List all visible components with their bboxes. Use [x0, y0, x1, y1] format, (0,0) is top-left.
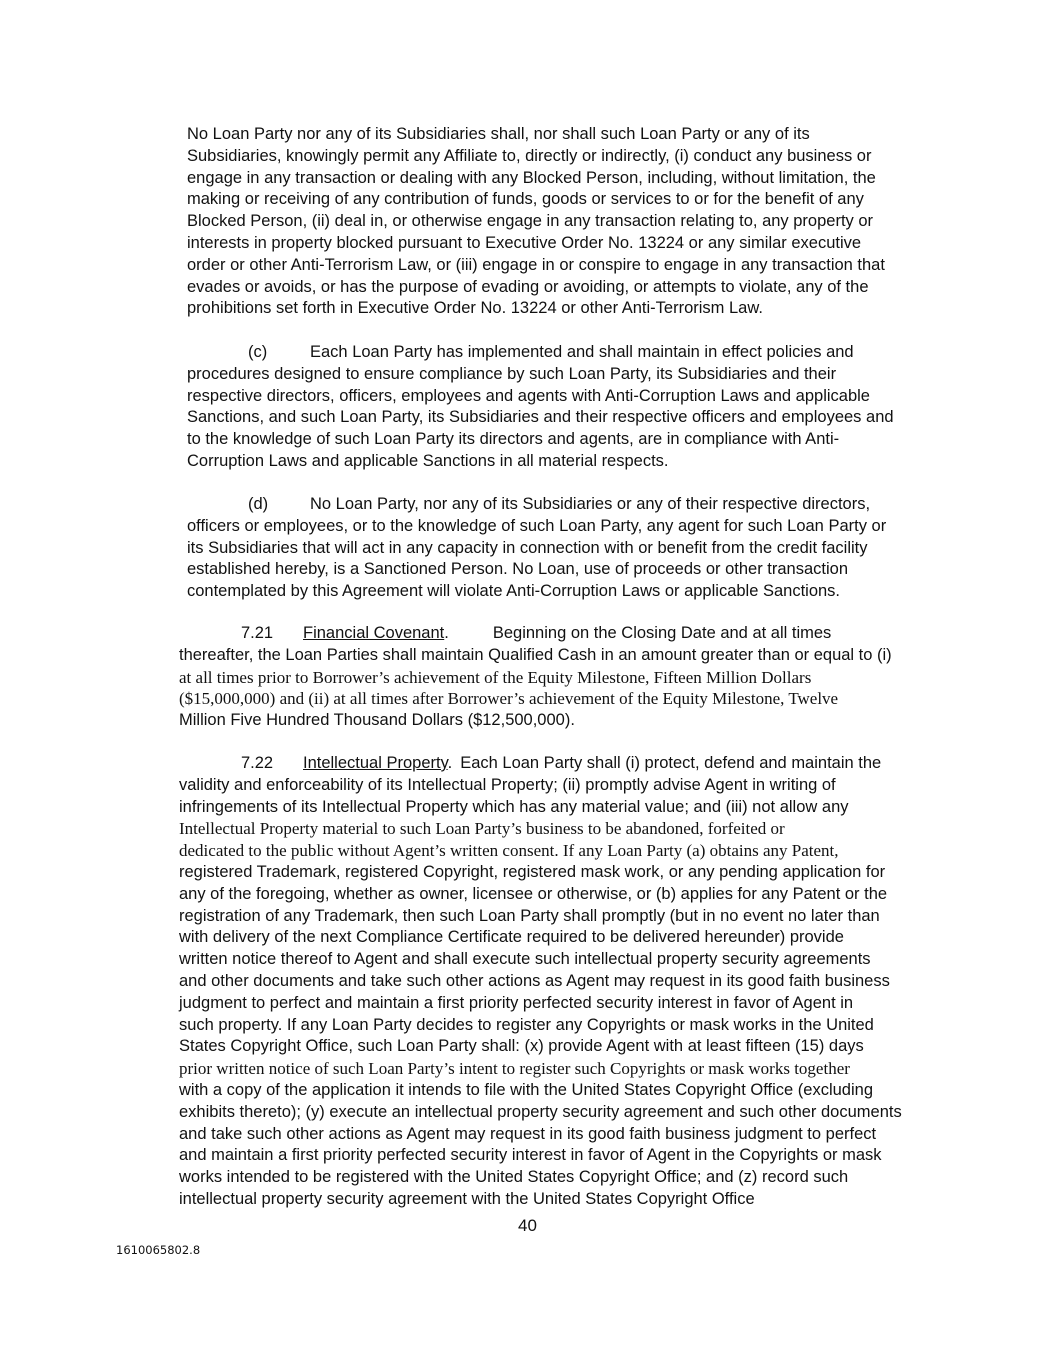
text-line: registered Trademark, registered Copyright, registered mask work, or any pending application for — [179, 862, 886, 881]
paragraph-c — [187, 342, 894, 473]
text-segment: Beginning on the Closing Date and at all times — [492, 624, 832, 642]
section-number: 7.21 — [241, 624, 274, 642]
text-line: intellectual property security agreement with the United States Copyright Office — [179, 1189, 755, 1208]
text-line: established hereby, is a Sanctioned Person. No Loan, use of proceeds or other transaction — [187, 560, 849, 579]
text-line — [187, 494, 886, 516]
text-line — [179, 623, 892, 645]
text-line: making or receiving of any contribution of funds, goods or services to or for the benefit of any — [187, 190, 864, 209]
text-line: works intended to be registered with the United States Copyright Office; and (z) record such — [179, 1168, 849, 1187]
text-line: ($15,000,000) and (ii) at all times after Borrower’s achievement of the Equity Milestone, Twelve — [179, 689, 839, 709]
text-line: exhibits thereto); (y) execute an intellectual property security agreement and such other documents — [179, 1102, 902, 1121]
text-line: Million Five Hundred Thousand Dollars ($12,500,000). — [179, 711, 575, 730]
text-line: thereafter, the Loan Parties shall maintain Qualified Cash in an amount greater than or equal to (i) — [179, 645, 892, 664]
text-line: at all times prior to Borrower’s achievement of the Equity Milestone, Fifteen Million Dollars — [179, 667, 812, 687]
text-line: Subsidiaries, knowingly permit any Affiliate to, directly or indirectly, (i) conduct any business or — [187, 146, 872, 165]
heading-period: . — [444, 624, 449, 642]
text-line: infringements of its Intellectual Property which has any material value; and (iii) not allow any — [179, 797, 849, 816]
heading-period: . — [447, 754, 453, 772]
section-7-21 — [179, 623, 892, 732]
text-line: Sanctions, and such Loan Party, its Subsidiaries and their respective officers and employees and — [187, 408, 894, 427]
text-line: such property. If any Loan Party decides to register any Copyrights or mask works in the United — [179, 1015, 874, 1034]
text-line: procedures designed to ensure compliance by such Loan Party, its Subsidiaries and their — [187, 364, 837, 383]
text-segment: Each Loan Party has implemented and shall maintain in effect policies and — [310, 343, 854, 361]
text-line: interests in property blocked pursuant to Executive Order No. 13224 or any similar executive — [187, 233, 862, 252]
text-line: written notice thereof to Agent and shall execute such intellectual property security agreements — [179, 950, 871, 969]
text-line: evades or avoids, or has the purpose of evading or avoiding, or attempts to violate, any of the — [187, 277, 869, 296]
text-line: contemplated by this Agreement will violate Anti-Corruption Laws or applicable Sanctions. — [187, 582, 841, 601]
text-line: dedicated to the public without Agent’s written consent. If any Loan Party (a) obtains any Patent, — [179, 841, 839, 861]
document-id: 1610065802.8 — [116, 1243, 201, 1257]
paragraph-blocked-person — [187, 124, 885, 320]
clause-marker: (d) — [248, 495, 269, 513]
text-segment: Each Loan Party shall (i) protect, defend and maintain the — [460, 754, 882, 772]
text-line: any of the foregoing, whether as owner, licensee or otherwise, or (b) applies for any Patent or the — [179, 884, 888, 903]
text-line: its Subsidiaries that will act in any capacity in connection with or benefit from the credit facility — [187, 538, 868, 557]
text-line: and take such other actions as Agent may request in its good faith business judgment to perfect — [179, 1124, 877, 1143]
text-line: order or other Anti-Terrorism Law, or (iii) engage in or conspire to engage in any transaction that — [187, 255, 885, 274]
text-segment: No Loan Party, nor any of its Subsidiaries or any of their respective directors, — [310, 495, 871, 513]
section-7-22-body — [179, 775, 902, 1211]
text-line: Corruption Laws and applicable Sanctions in all material respects. — [187, 451, 669, 470]
page-number: 40 — [518, 1216, 537, 1235]
text-line: officers or employees, or to the knowledge of such Loan Party, any agent for such Loan Party or — [187, 516, 887, 535]
text-line: validity and enforceability of its Intellectual Property; (ii) promptly advise Agent in writing of — [179, 775, 836, 794]
section-number: 7.22 — [241, 754, 274, 772]
text-line: to the knowledge of such Loan Party its directors and agents, are in compliance with Anti- — [187, 430, 840, 449]
text-line: registration of any Trademark, then such Loan Party shall promptly (but in no event no later than — [179, 906, 880, 925]
text-line: respective directors, officers, employees and agents with Anti-Corruption Laws and applicable — [187, 386, 870, 405]
section-heading: Financial Covenant — [303, 624, 445, 642]
clause-marker: (c) — [248, 343, 268, 361]
text-line: and other documents and take such other actions as Agent may request in its good faith business — [179, 971, 890, 990]
text-line — [179, 753, 902, 775]
text-line: judgment to perfect and maintain a first priority perfected security interest in favor of Agent in — [179, 993, 854, 1012]
text-line: prohibitions set forth in Executive Order No. 13224 or other Anti-Terrorism Law. — [187, 299, 763, 318]
text-line: Blocked Person, (ii) deal in, or otherwise engage in any transaction relating to, any property or — [187, 212, 874, 231]
text-line: with a copy of the application it intends to file with the United States Copyright Office (excluding — [179, 1080, 873, 1099]
section-heading: Intellectual Property — [303, 754, 448, 772]
text-line: prior written notice of such Loan Party’s intent to register such Copyrights or mask works together — [179, 1059, 850, 1079]
text-line: and maintain a first priority perfected security interest in favor of Agent in the Copyrights or mask — [179, 1146, 882, 1165]
paragraph-d — [187, 494, 886, 603]
text-line: with delivery of the next Compliance Certificate required to be delivered hereunder) provide — [179, 928, 844, 947]
text-line: No Loan Party nor any of its Subsidiaries shall, nor shall such Loan Party or any of its — [187, 125, 810, 143]
text-line: engage in any transaction or dealing with any Blocked Person, including, without limitation, the — [187, 168, 876, 187]
section-7-22 — [179, 753, 902, 1211]
text-line: Intellectual Property material to such Loan Party’s business to be abandoned, forfeited or — [179, 819, 785, 839]
text-line — [187, 342, 894, 364]
text-line: States Copyright Office, such Loan Party shall: (x) provide Agent with at least fifteen (15) days — [179, 1037, 864, 1056]
